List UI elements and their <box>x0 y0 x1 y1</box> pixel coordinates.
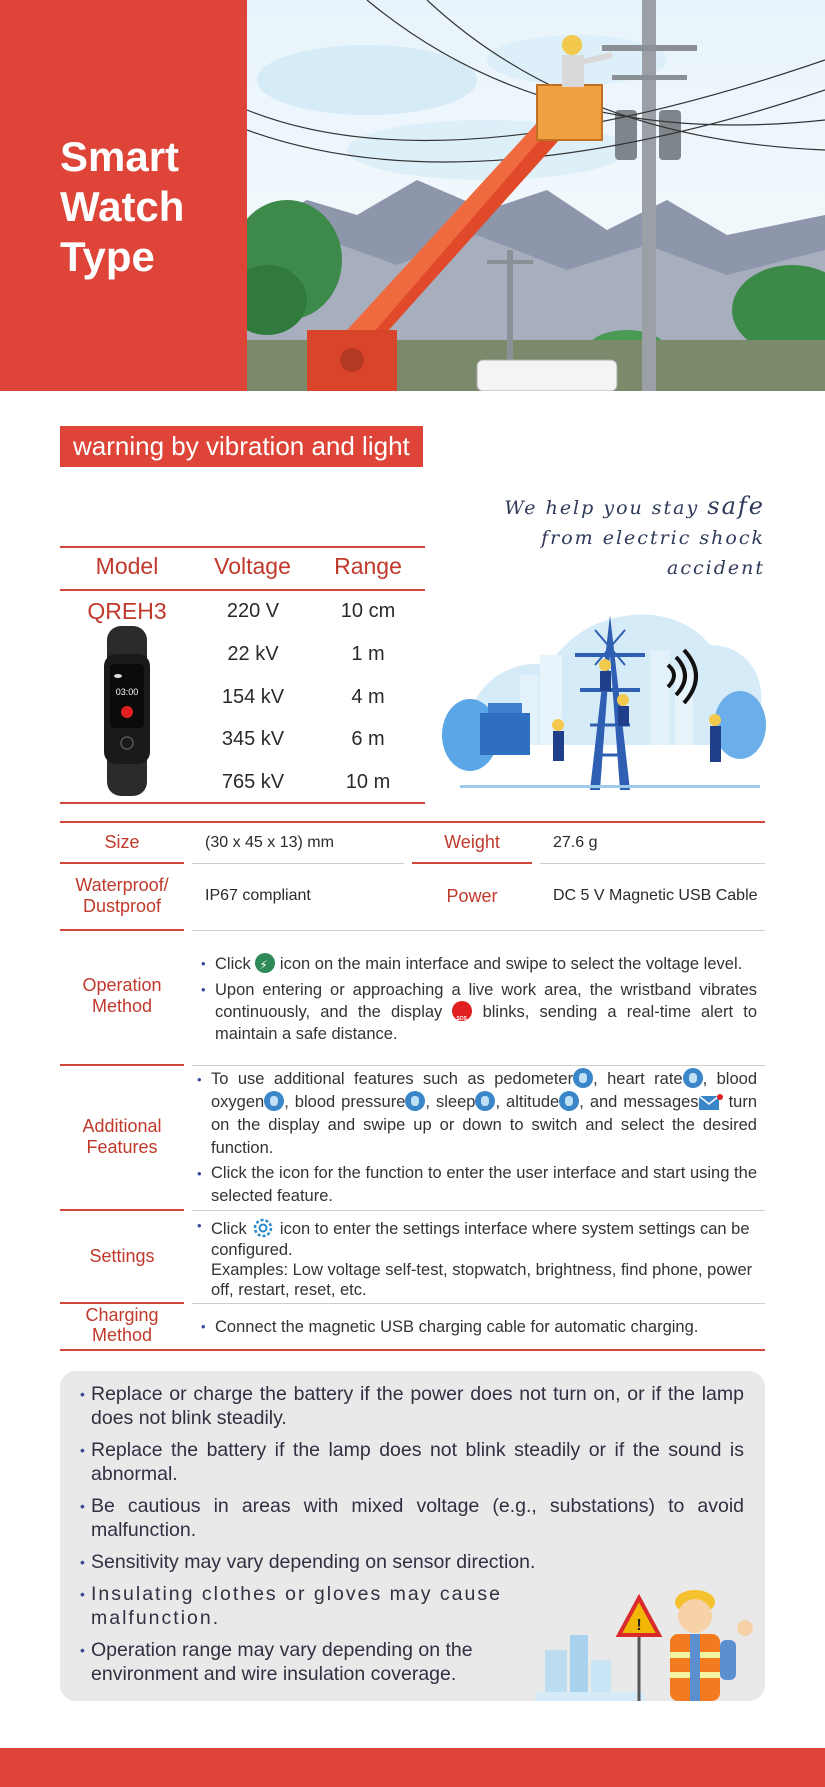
smartwatch-image <box>101 626 153 796</box>
charging-label-line-2: Method <box>91 1325 153 1345</box>
hero-banner <box>0 0 825 391</box>
power-label: Power <box>446 886 498 906</box>
operation-label-line-2: Method <box>91 996 153 1016</box>
charging-bullet-1: • Connect the magnetic USB charging cable for automatic charging. <box>201 1316 757 1338</box>
range-cell-3: 4 m <box>351 686 385 708</box>
additional-b1-c: , blood oxygen <box>211 1070 758 1111</box>
operation-label <box>60 975 184 1017</box>
weight-value: 27.6 g <box>553 834 598 851</box>
tagline-line-1 <box>504 491 765 523</box>
additional-b1-e: , sleep <box>425 1093 476 1111</box>
model-name: QREH3 <box>87 598 167 624</box>
note-item-5: • Insulating clothes or gloves may cause malfunction. <box>80 1582 540 1630</box>
spec-header-voltage: Voltage <box>214 553 291 579</box>
hero-title-line-3: Type <box>60 233 155 280</box>
note-item-2: • Replace the battery if the lamp does not blink steadily or if the sound is abnormal. <box>80 1438 744 1486</box>
hero-title <box>60 132 184 282</box>
spec-header-range: Range <box>334 553 402 579</box>
additional-label-line-1: Additional <box>82 1116 162 1136</box>
waterproof-label-line-2: Dustproof <box>82 896 162 916</box>
operation-b2-pre: Upon entering or approaching a live work area, the wristband vibrates continuously, and the display <box>215 981 757 1021</box>
additional-b1-d: , blood pressure <box>284 1093 406 1111</box>
spec-header-rule <box>60 589 425 591</box>
size-label: Size <box>104 832 140 852</box>
operation-b2-post: blinks, sending a real-time alert to maintain a safe distance. <box>215 1003 757 1043</box>
spec-top-rule <box>60 546 425 548</box>
hero-title-line-1: Smart <box>60 133 180 180</box>
voltage-cell-2: 22 kV <box>227 643 279 665</box>
size-value: (30 x 45 x 13) mm <box>205 834 334 851</box>
operation-row-grey <box>192 1065 765 1066</box>
settings-bullet-1 <box>197 1216 757 1260</box>
hero-title-line-2: Watch <box>60 183 185 230</box>
settings-row-grey <box>192 1303 765 1304</box>
additional-b1-g: , and messages <box>579 1093 699 1111</box>
warning-badge: warning by vibration and light <box>60 426 423 467</box>
tagline-line-2: from electric shock <box>541 527 765 549</box>
charging-description <box>201 1316 757 1338</box>
additional-label <box>60 1116 184 1158</box>
heart-rate-icon <box>683 1068 703 1088</box>
sleep-icon <box>475 1091 495 1111</box>
settings-b1-pre: Click <box>211 1220 252 1238</box>
settings-label: Settings <box>89 1246 155 1266</box>
spec-header-model: Model <box>95 553 159 579</box>
blood-oxygen-icon <box>264 1091 284 1111</box>
info-top-rule <box>60 821 765 823</box>
weight-label: Weight <box>444 832 500 852</box>
additional-b1-h: turn on the display and swipe up or down to switch and select the desired function. <box>211 1093 757 1157</box>
waterproof-label-line-1: Waterproof/ <box>75 875 169 895</box>
footer-bar <box>0 1748 825 1787</box>
watch-screen-time: 03:00 <box>115 687 139 697</box>
spec-bottom-rule <box>60 802 425 804</box>
voltage-cell-4: 345 kV <box>221 728 285 750</box>
charging-label-line-1: Charging <box>85 1305 159 1325</box>
note-item-3: • Be cautious in areas with mixed voltage (e.g., substations) to avoid malfunction. <box>80 1494 744 1542</box>
info-bottom-rule <box>60 1349 765 1351</box>
tagline-emphasis: safe <box>707 492 765 520</box>
additional-bullet-1 <box>197 1068 757 1160</box>
settings-examples: Examples: Low voltage self-test, stopwatch, brightness, find phone, power off, restart, reset, etc. <box>211 1261 753 1299</box>
tagline-line-3: accident <box>667 557 765 579</box>
additional-description <box>197 1068 757 1208</box>
power-row-rule-left <box>60 929 184 931</box>
power-icon <box>255 953 275 973</box>
message-icon <box>699 1094 723 1110</box>
additional-b1-f: , altitude <box>495 1093 560 1111</box>
safety-worker-illustration <box>535 1580 765 1701</box>
size-row-rule-left <box>60 862 184 864</box>
charging-label <box>60 1305 184 1345</box>
note-item-6: • Operation range may vary depending on the environment and wire insulation coverage. <box>80 1638 540 1686</box>
voltage-cell-1: 220 V <box>226 600 280 622</box>
operation-description <box>201 953 757 1045</box>
hero-illustration-lineman <box>247 0 825 391</box>
tagline <box>504 491 765 583</box>
note-item-4: • Sensitivity may vary depending on sensor direction. <box>80 1550 744 1574</box>
altitude-icon <box>559 1091 579 1111</box>
size-row-rule-mid <box>412 862 532 864</box>
pedometer-icon <box>573 1068 593 1088</box>
operation-bullet-2 <box>201 979 757 1045</box>
settings-row-rule-left <box>60 1302 184 1304</box>
gear-icon <box>251 1216 275 1240</box>
additional-b1-a: To use additional features such as pedometer <box>211 1070 574 1088</box>
waterproof-label <box>60 875 184 917</box>
waterproof-value: IP67 compliant <box>205 887 311 904</box>
operation-b1-post: icon on the main interface and swipe to select the voltage level. <box>275 955 743 973</box>
svg-text:!: ! <box>636 1617 642 1634</box>
power-row-grey <box>192 930 765 931</box>
range-cell-5: 10 m <box>345 771 391 793</box>
operation-b1-pre: Click <box>215 955 256 973</box>
range-cell-1: 10 cm <box>340 600 396 622</box>
additional-row-rule-left <box>60 1209 184 1211</box>
size-row-grey-1 <box>192 863 404 864</box>
tagline-prefix: We help you stay <box>504 497 708 519</box>
voltage-cell-3: 154 kV <box>221 686 285 708</box>
note-item-1: • Replace or charge the battery if the power does not turn on, or if the lamp does not blink steadily. <box>80 1382 744 1430</box>
voltage-cell-5: 765 kV <box>221 771 285 793</box>
size-row-grey-2 <box>540 863 765 864</box>
power-value: DC 5 V Magnetic USB Cable <box>553 887 758 904</box>
operation-label-line-1: Operation <box>82 975 162 995</box>
additional-label-line-2: Features <box>86 1137 158 1157</box>
power-tower-illustration <box>440 595 770 795</box>
range-cell-2: 1 m <box>351 643 385 665</box>
blood-pressure-icon <box>405 1091 425 1111</box>
sos-alert-icon <box>452 1001 472 1021</box>
operation-row-rule-left <box>60 1064 184 1066</box>
range-cell-4: 6 m <box>351 728 385 750</box>
additional-row-grey <box>192 1210 765 1211</box>
additional-bullet-2: • Click the icon for the function to enter the user interface and start using the selected feature. <box>197 1162 757 1208</box>
settings-description <box>197 1216 757 1300</box>
operation-bullet-1 <box>201 953 757 975</box>
settings-b1-post: icon to enter the settings interface where system settings can be configured. <box>211 1220 750 1259</box>
additional-b1-b: , heart rate <box>593 1070 683 1088</box>
